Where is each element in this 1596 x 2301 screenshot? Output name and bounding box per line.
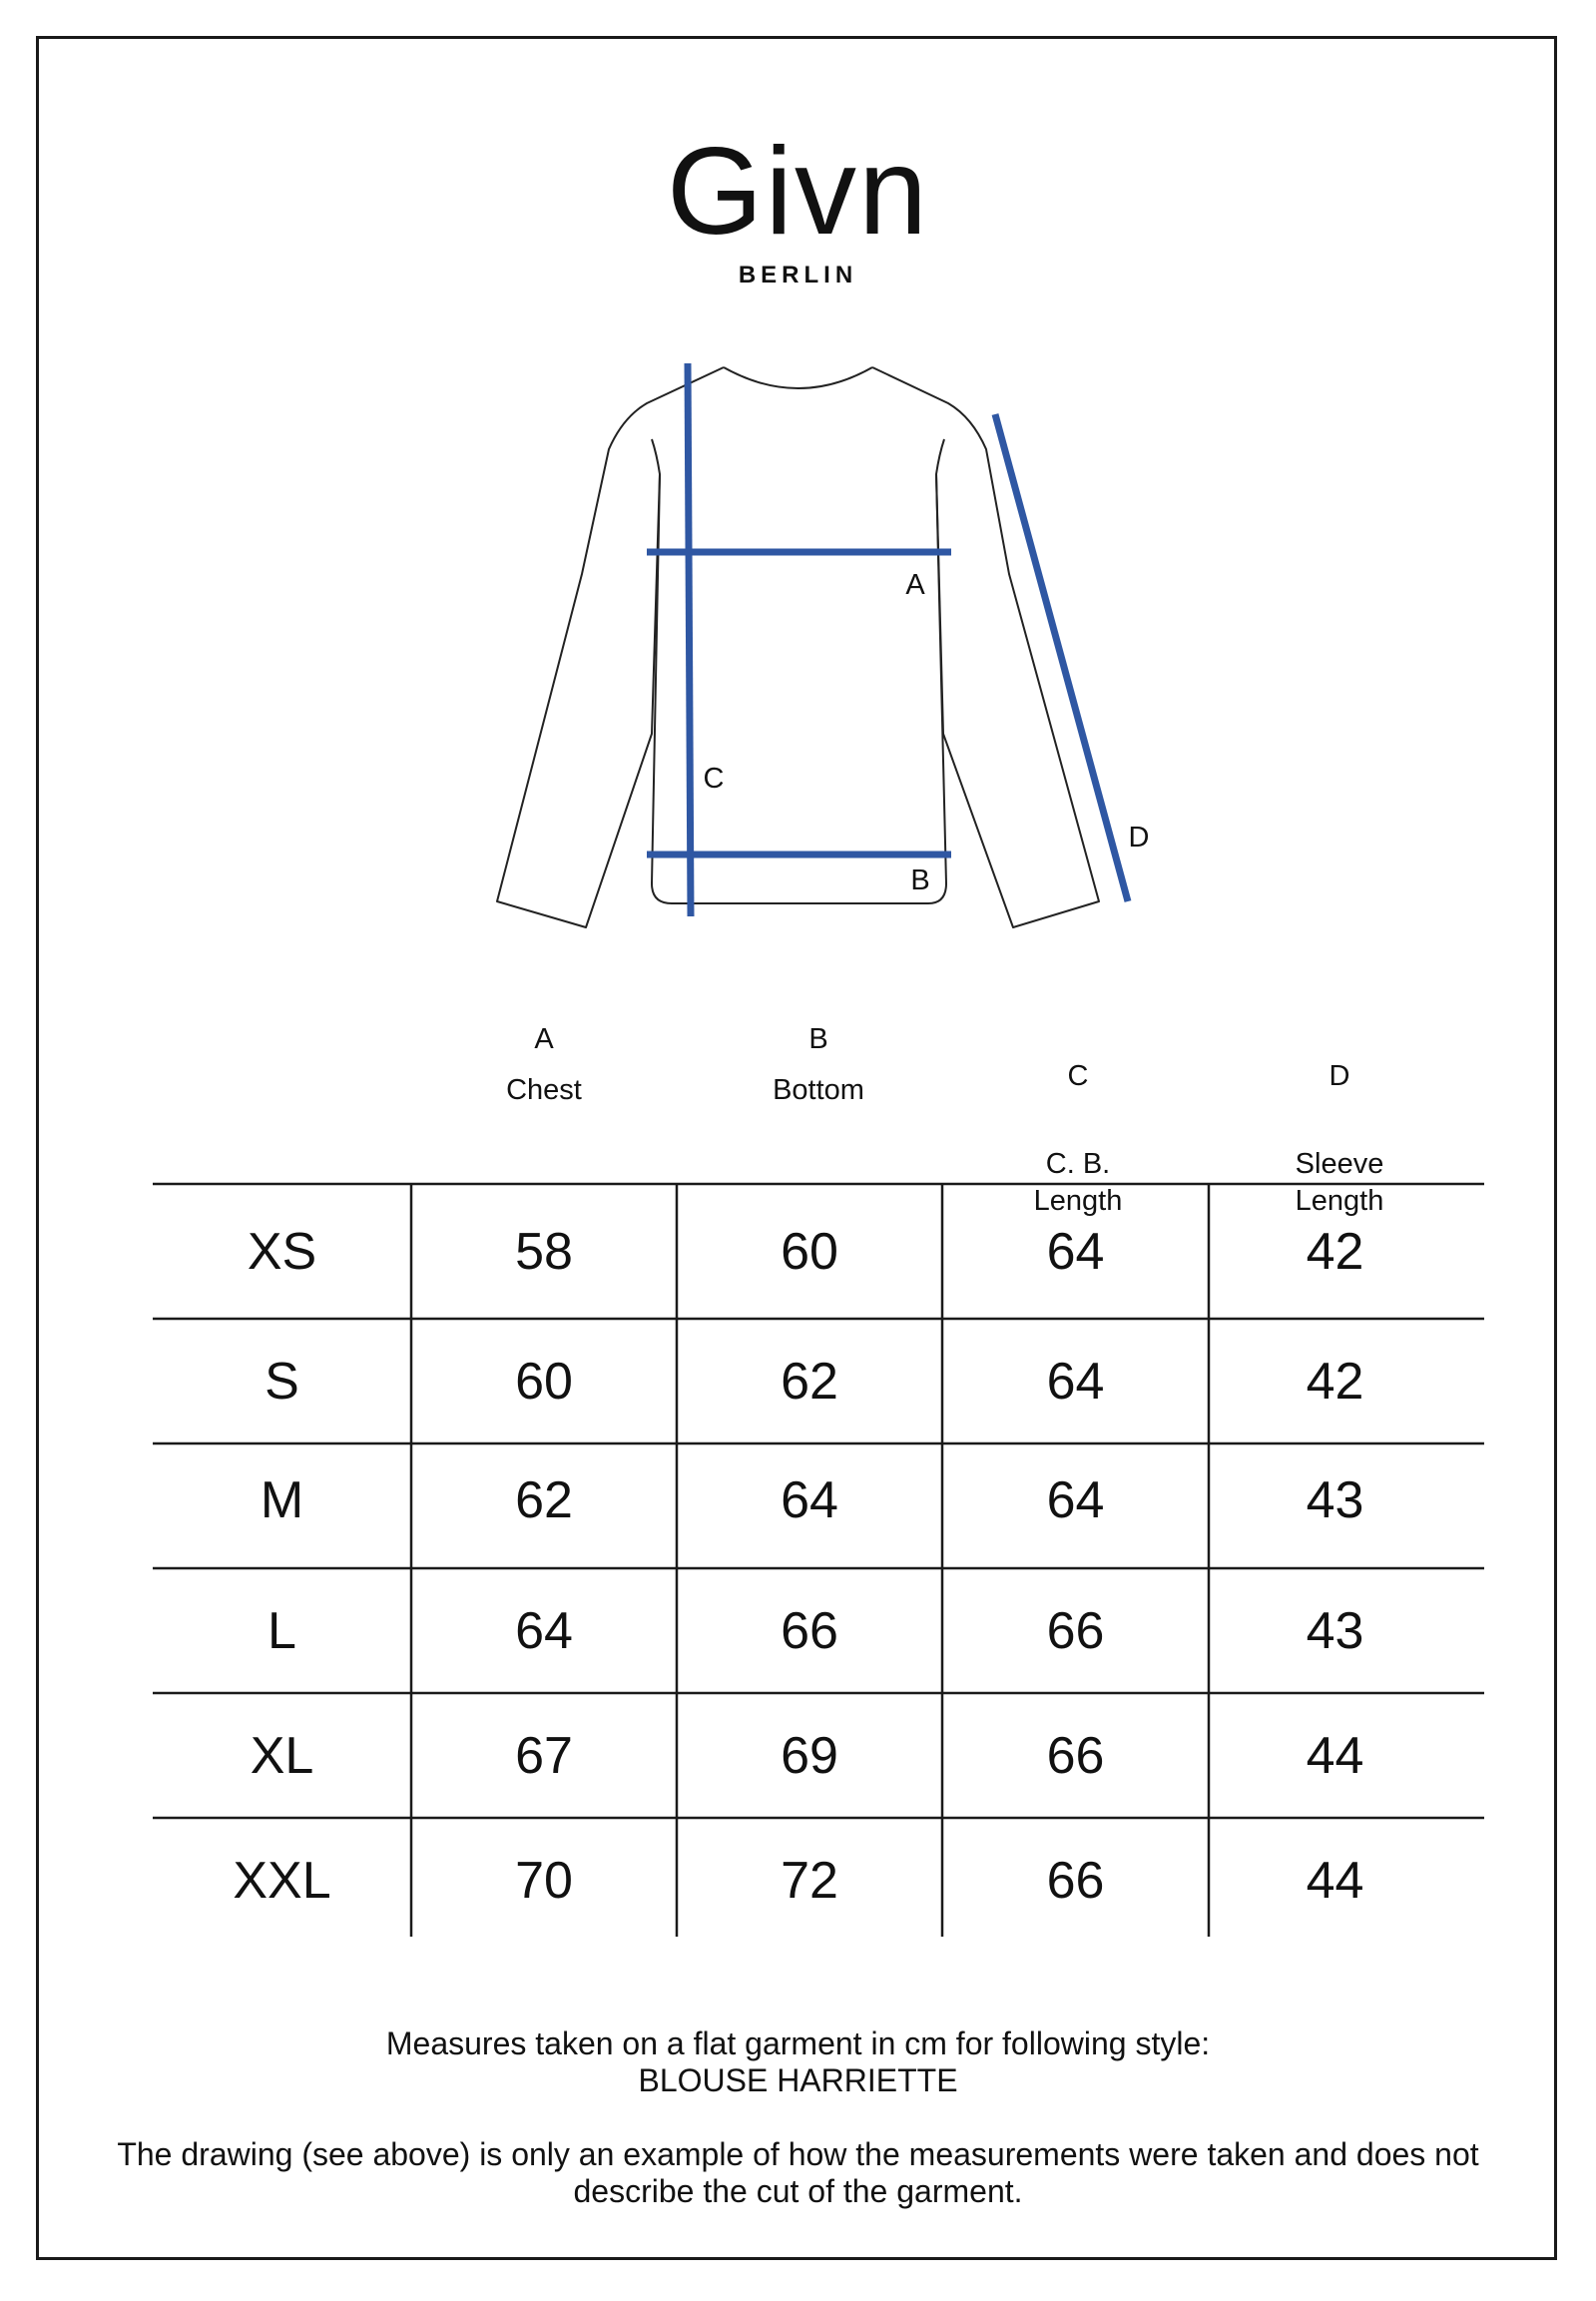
value-cell: 43 xyxy=(1306,1471,1364,1529)
value-cell: 64 xyxy=(781,1471,838,1529)
measure-lines xyxy=(647,363,1128,916)
value-cell: 66 xyxy=(781,1602,838,1660)
value-cell: 60 xyxy=(781,1223,838,1281)
brand-city: BERLIN xyxy=(738,262,858,288)
diagram-label-c: C xyxy=(703,763,725,795)
column-letter: D xyxy=(1329,1060,1350,1092)
diagram-label-a: A xyxy=(905,569,925,601)
value-cell: 64 xyxy=(1046,1223,1105,1281)
size-label: XS xyxy=(247,1223,317,1281)
column-header-chest xyxy=(434,1021,654,1109)
value-cell: 42 xyxy=(1306,1353,1364,1411)
value-cell: 42 xyxy=(1306,1223,1364,1281)
size-label: S xyxy=(265,1353,299,1411)
column-name: Sleeve Length xyxy=(1295,1148,1384,1217)
value-cell: 70 xyxy=(515,1852,573,1910)
measure-note: Measures taken on a flat garment in cm for following style: xyxy=(385,2025,1211,2061)
size-label: XXL xyxy=(233,1852,331,1910)
column-header-sleeve-length xyxy=(1230,1021,1449,1220)
table-grid xyxy=(153,1184,1484,1937)
value-cell: 67 xyxy=(515,1727,573,1785)
size-label: XL xyxy=(250,1727,314,1785)
value-cell: 66 xyxy=(1046,1852,1105,1910)
column-header-bottom xyxy=(709,1021,928,1109)
size-label: M xyxy=(260,1471,304,1529)
value-cell: 62 xyxy=(781,1353,838,1411)
value-cell: 58 xyxy=(515,1223,573,1281)
diagram-label-b: B xyxy=(910,864,930,896)
value-cell: 44 xyxy=(1306,1727,1364,1785)
column-letter: C xyxy=(1067,1060,1089,1092)
column-name: C. B. Length xyxy=(1033,1148,1123,1217)
value-cell: 64 xyxy=(515,1602,573,1660)
value-cell: 69 xyxy=(781,1727,838,1785)
value-cell: 44 xyxy=(1306,1852,1364,1910)
value-cell: 60 xyxy=(515,1353,573,1411)
value-cell: 43 xyxy=(1306,1602,1364,1660)
brand-logo: Givn xyxy=(667,123,929,261)
size-label: L xyxy=(267,1602,296,1660)
value-cell: 64 xyxy=(1046,1471,1105,1529)
value-cell: 72 xyxy=(781,1852,838,1910)
value-cell: 62 xyxy=(515,1471,573,1529)
column-letter: A xyxy=(534,1023,554,1055)
column-header-cb-length xyxy=(968,1021,1188,1220)
disclaimer: The drawing (see above) is only an example of how the measurements were taken and does not describe the cut of the garment. xyxy=(117,2136,1479,2209)
value-cell: 64 xyxy=(1046,1353,1105,1411)
measure-line-d xyxy=(995,414,1128,901)
value-cell: 66 xyxy=(1046,1727,1105,1785)
style-name: BLOUSE HARRIETTE xyxy=(638,2062,958,2098)
column-letter: B xyxy=(808,1023,828,1055)
column-name: Bottom xyxy=(773,1074,864,1106)
value-cell: 66 xyxy=(1046,1602,1105,1660)
diagram-label-d: D xyxy=(1128,822,1150,854)
column-name: Chest xyxy=(506,1074,582,1106)
measure-line-c xyxy=(688,363,691,916)
